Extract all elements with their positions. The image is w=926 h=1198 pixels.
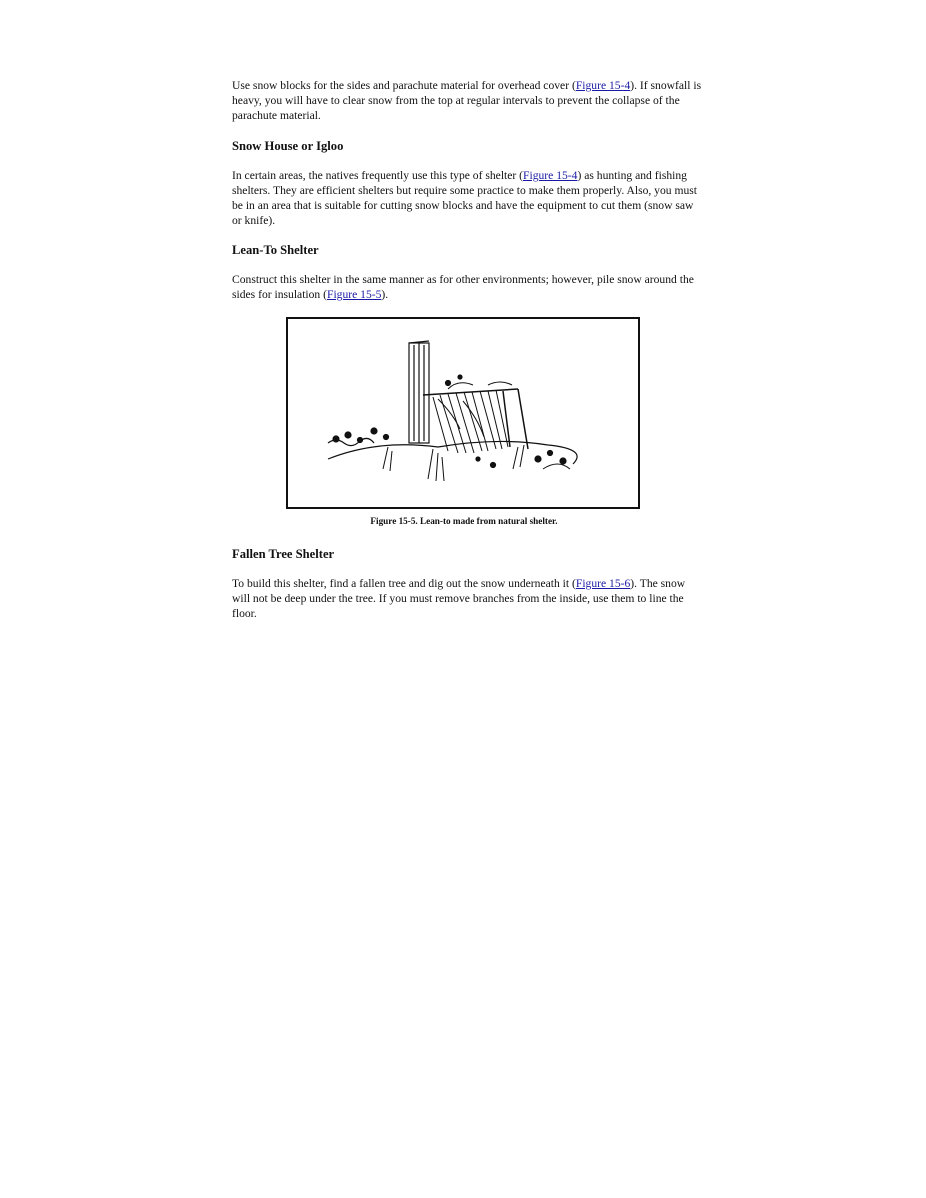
figure-15-6-link[interactable]: Figure 15-6 (575, 577, 631, 590)
heading-lean-to-shelter: Lean-To Shelter (232, 243, 319, 257)
paragraph-intro-text-before: Use snow blocks for the sides and parachute material for overhead cover ( (232, 79, 576, 92)
paragraph-intro-text-after: ). If snowfall is heavy, you will have to clear snow from the top at regular intervals to prevent the collapse of the parachute material. (232, 79, 702, 122)
paragraph-fallen-tree-text-after: ). The snow will not be deep under the tree. If you must remove branches from the inside, use them to line the floor. (232, 577, 686, 620)
figure-caption: Figure 15-5. Lean-to made from natural shelter. (370, 516, 558, 526)
paragraph-lean-to (232, 272, 704, 302)
paragraph-igloo-text-before: In certain areas, the natives frequently use this type of shelter ( (232, 169, 524, 182)
heading-fallen-tree-shelter: Fallen Tree Shelter (232, 547, 335, 561)
paragraph-lean-to-text-after: ). (381, 288, 389, 301)
figure-15-4-link-2[interactable]: Figure 15-4 (523, 169, 578, 182)
paragraph-lean-to-text-before: Construct this shelter in the same manner as for other environments; however, pile snow around the sides for insulation ( (232, 273, 694, 301)
lean-to-illustration (286, 317, 640, 509)
paragraph-fallen-tree (232, 576, 704, 621)
paragraph-igloo (232, 168, 704, 228)
paragraph-fallen-tree-text-before: To build this shelter, find a fallen tree and dig out the snow underneath it ( (232, 577, 576, 590)
figure-15-5-link[interactable]: Figure 15-5 (327, 288, 382, 301)
figure-15-4-link[interactable]: Figure 15-4 (575, 79, 631, 92)
paragraph-intro (232, 78, 704, 123)
heading-snow-house-igloo: Snow House or Igloo (232, 139, 344, 153)
lean-to-drawing (288, 319, 638, 507)
paragraph-igloo-text-after: ) as hunting and fishing shelters. They are efficient shelters but require some practice to make them properly. Also, you must be in an area that is suitable for cutting snow blocks and have the equipment to cut them (snow saw or knife). (232, 169, 698, 227)
